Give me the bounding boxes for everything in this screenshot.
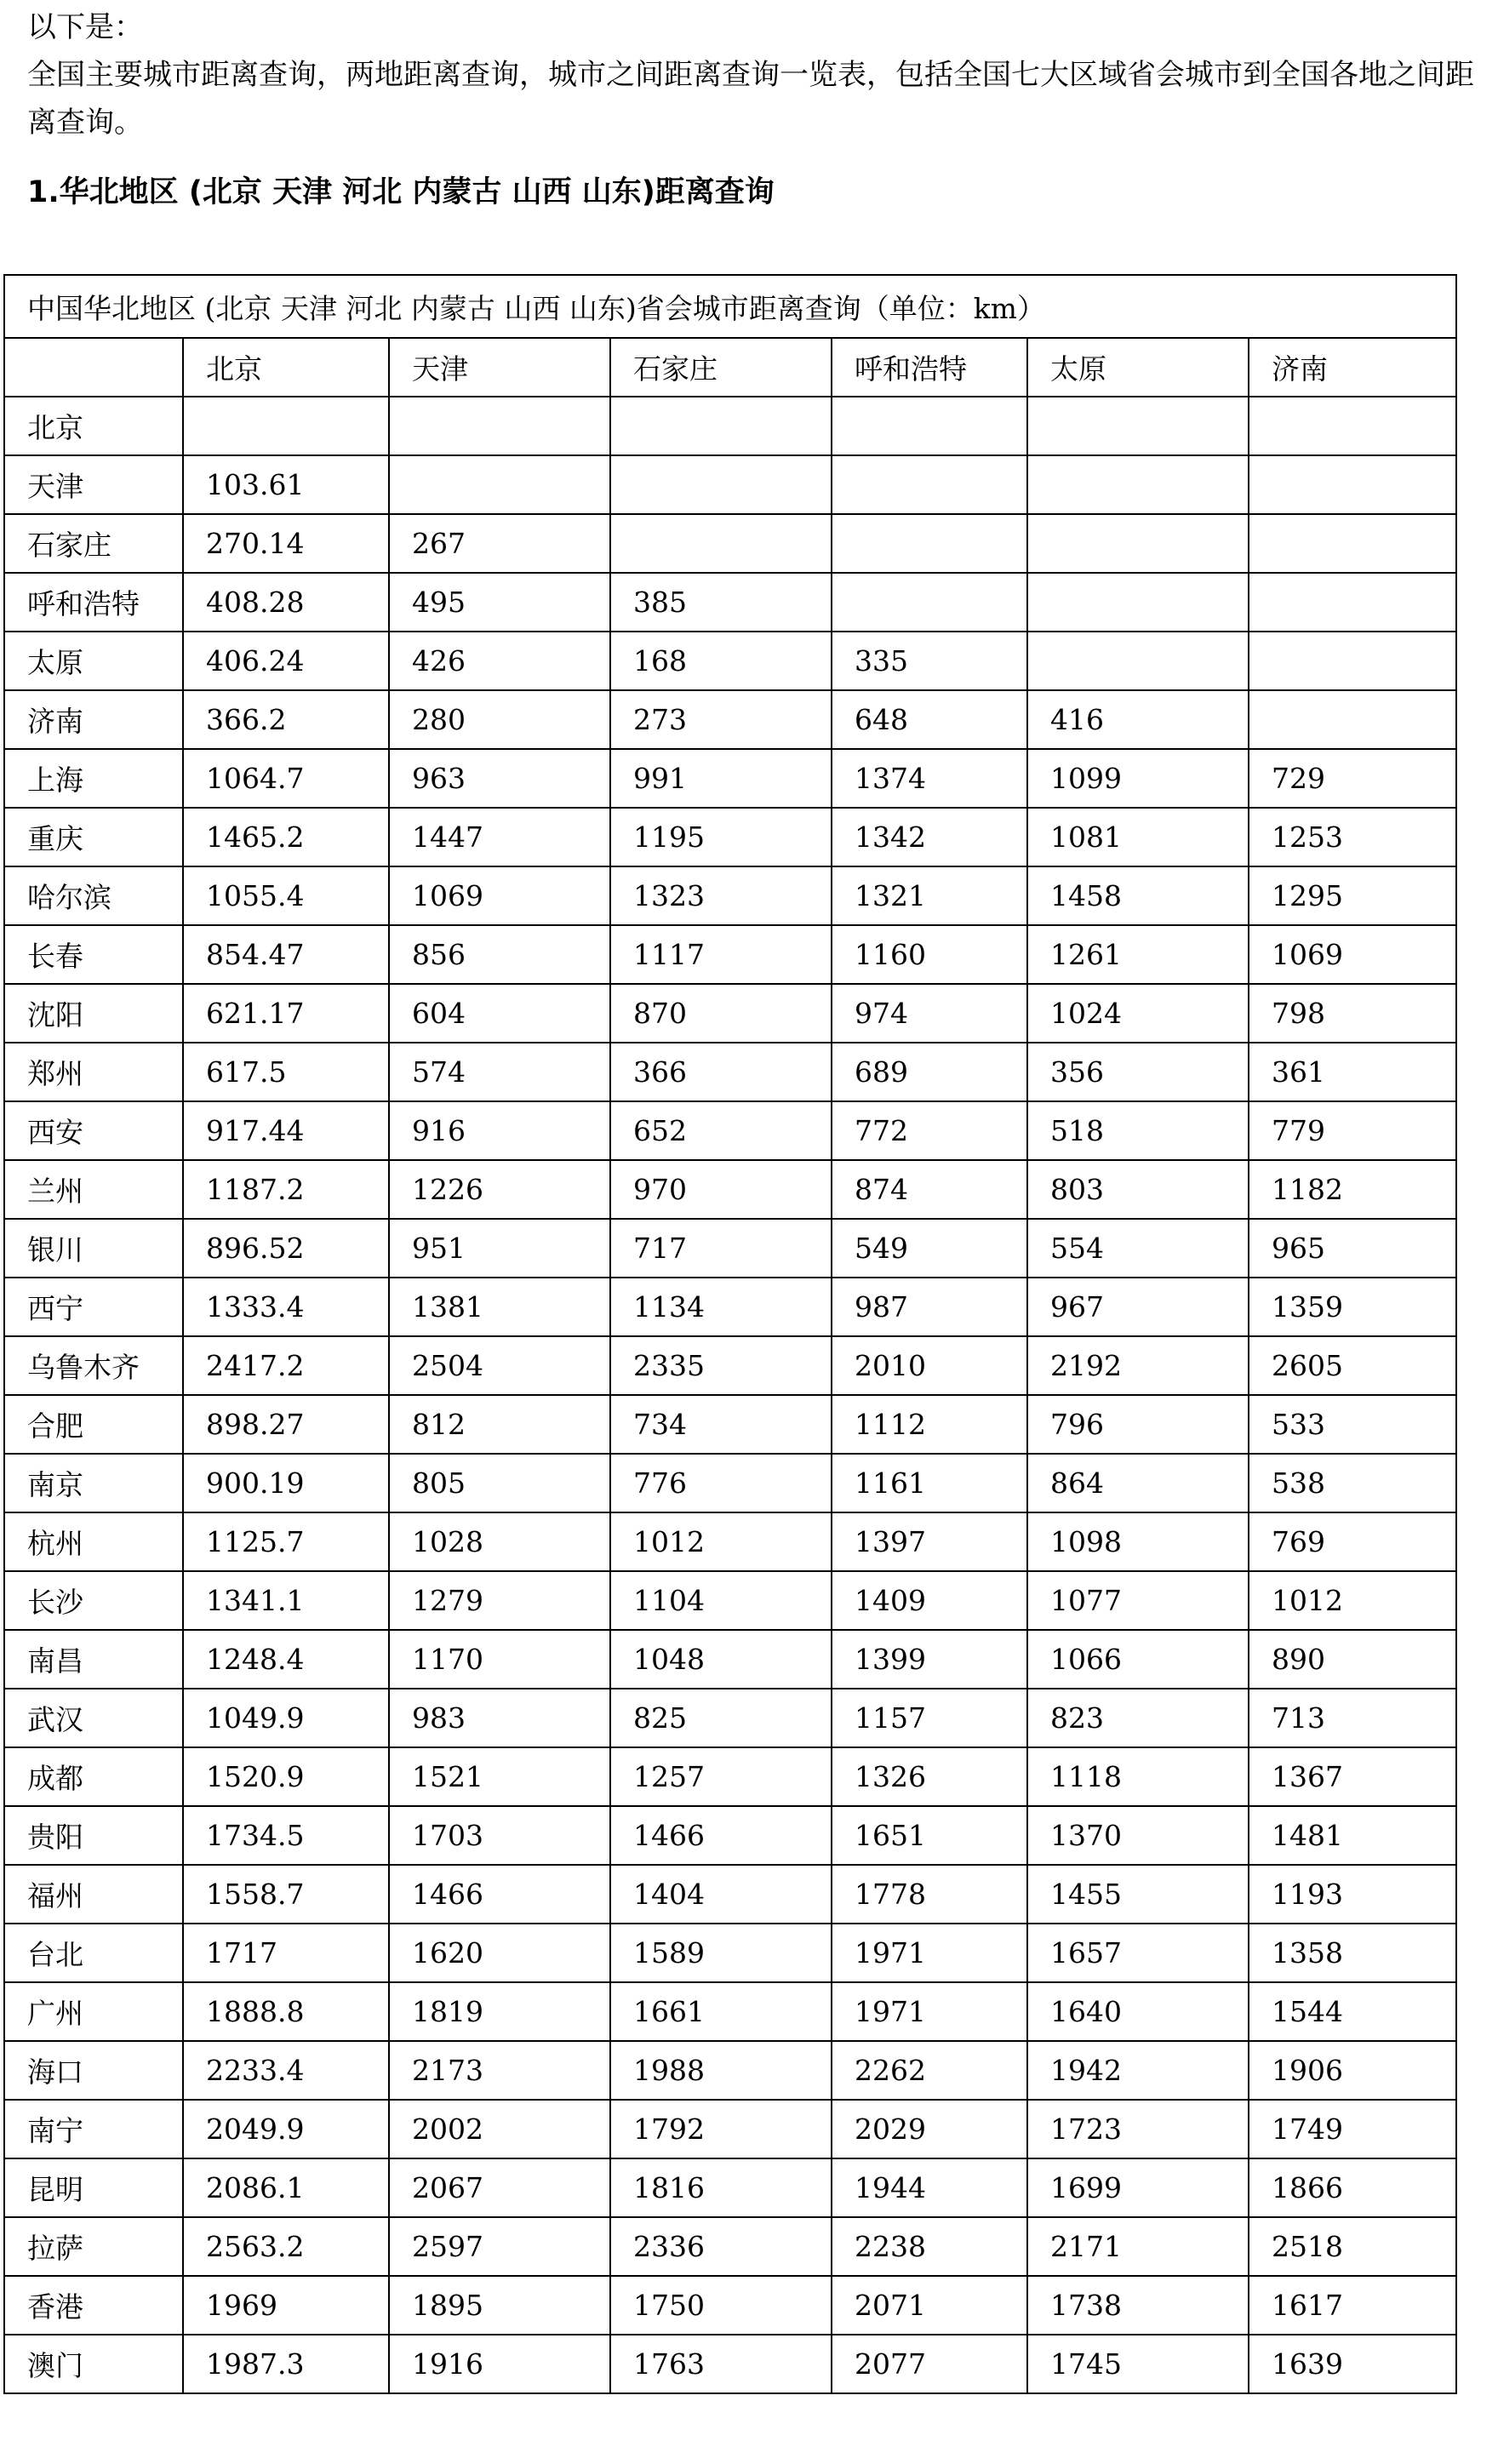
table-row [4, 2100, 1456, 2158]
distance-cell: 1048 [610, 1630, 832, 1689]
distance-cell: 280 [389, 690, 610, 749]
distance-cell [1249, 632, 1456, 690]
distance-cell: 1888.8 [183, 1982, 389, 2041]
row-header-city: 福州 [4, 1865, 183, 1924]
row-header-city: 长春 [4, 925, 183, 984]
distance-cell: 951 [389, 1219, 610, 1278]
distance-cell: 967 [1027, 1278, 1249, 1336]
distance-cell: 1024 [1027, 984, 1249, 1043]
distance-cell: 812 [389, 1395, 610, 1454]
distance-cell: 916 [389, 1101, 610, 1160]
table-row [4, 2276, 1456, 2335]
distance-cell: 689 [832, 1043, 1027, 1101]
distance-cell: 1182 [1249, 1160, 1456, 1219]
distance-cell: 1639 [1249, 2335, 1456, 2393]
distance-cell: 1969 [183, 2276, 389, 2335]
row-header-city: 海口 [4, 2041, 183, 2100]
distance-cell: 1028 [389, 1512, 610, 1571]
table-row [4, 1924, 1456, 1982]
distance-cell: 2336 [610, 2217, 832, 2276]
distance-cell: 1326 [832, 1747, 1027, 1806]
table-row [4, 573, 1456, 632]
section-heading: 1.华北地区 (北京 天津 河北 内蒙古 山西 山东)距离查询 [27, 175, 775, 209]
distance-cell: 796 [1027, 1395, 1249, 1454]
distance-cell: 991 [610, 749, 832, 808]
distance-cell: 1717 [183, 1924, 389, 1982]
table-row [4, 514, 1456, 573]
distance-cell: 604 [389, 984, 610, 1043]
distance-cell: 734 [610, 1395, 832, 1454]
distance-cell: 1055.4 [183, 866, 389, 925]
row-header-city: 上海 [4, 749, 183, 808]
distance-cell: 1942 [1027, 2041, 1249, 2100]
row-header-city: 拉萨 [4, 2217, 183, 2276]
distance-cell: 495 [389, 573, 610, 632]
table-row [4, 1806, 1456, 1865]
distance-cell: 356 [1027, 1043, 1249, 1101]
table-row [4, 1160, 1456, 1219]
distance-cell: 1359 [1249, 1278, 1456, 1336]
table-row [4, 1219, 1456, 1278]
distance-cell [1027, 573, 1249, 632]
table-row [4, 925, 1456, 984]
distance-cell: 1520.9 [183, 1747, 389, 1806]
distance-cell: 2067 [389, 2158, 610, 2217]
table-row [4, 1395, 1456, 1454]
distance-cell [1249, 514, 1456, 573]
row-header-city: 北京 [4, 397, 183, 455]
distance-cell: 533 [1249, 1395, 1456, 1454]
distance-cell: 2171 [1027, 2217, 1249, 2276]
distance-cell: 1819 [389, 1982, 610, 2041]
distance-cell: 900.19 [183, 1454, 389, 1512]
table-row [4, 1454, 1456, 1512]
distance-cell: 2002 [389, 2100, 610, 2158]
distance-cell: 1745 [1027, 2335, 1249, 2393]
distance-cell: 890 [1249, 1630, 1456, 1689]
distance-cell: 864 [1027, 1454, 1249, 1512]
distance-cell: 769 [1249, 1512, 1456, 1571]
distance-cell: 856 [389, 925, 610, 984]
table-row [4, 1512, 1456, 1571]
distance-cell: 1397 [832, 1512, 1027, 1571]
distance-cell: 2518 [1249, 2217, 1456, 2276]
row-header-city: 澳门 [4, 2335, 183, 2393]
distance-cell: 1248.4 [183, 1630, 389, 1689]
distance-cell: 1253 [1249, 808, 1456, 866]
distance-cell: 1916 [389, 2335, 610, 2393]
row-header-city: 南宁 [4, 2100, 183, 2158]
distance-cell: 1589 [610, 1924, 832, 1982]
distance-cell: 1895 [389, 2276, 610, 2335]
distance-cell [389, 455, 610, 514]
row-header-city: 南昌 [4, 1630, 183, 1689]
distance-cell: 554 [1027, 1219, 1249, 1278]
distance-cell: 898.27 [183, 1395, 389, 1454]
distance-cell: 1193 [1249, 1865, 1456, 1924]
distance-cell: 2233.4 [183, 2041, 389, 2100]
distance-cell: 896.52 [183, 1219, 389, 1278]
distance-cell: 2335 [610, 1336, 832, 1395]
distance-cell [183, 397, 389, 455]
distance-cell: 538 [1249, 1454, 1456, 1512]
distance-cell: 1279 [389, 1571, 610, 1630]
distance-cell: 1617 [1249, 2276, 1456, 2335]
distance-cell [1027, 632, 1249, 690]
distance-cell: 1620 [389, 1924, 610, 1982]
table-row [4, 2158, 1456, 2217]
distance-cell: 729 [1249, 749, 1456, 808]
distance-cell: 717 [610, 1219, 832, 1278]
table-row [4, 1630, 1456, 1689]
distance-cell: 805 [389, 1454, 610, 1512]
distance-cell: 1703 [389, 1806, 610, 1865]
distance-cell: 416 [1027, 690, 1249, 749]
row-header-city: 呼和浩特 [4, 573, 183, 632]
column-header: 天津 [389, 338, 610, 397]
distance-cell: 1112 [832, 1395, 1027, 1454]
intro-paragraph [27, 3, 1474, 146]
distance-cell: 1906 [1249, 2041, 1456, 2100]
distance-cell: 1161 [832, 1454, 1027, 1512]
distance-cell: 1012 [610, 1512, 832, 1571]
distance-cell: 2262 [832, 2041, 1027, 2100]
distance-cell: 648 [832, 690, 1027, 749]
table-row [4, 1336, 1456, 1395]
distance-cell: 168 [610, 632, 832, 690]
distance-cell: 1333.4 [183, 1278, 389, 1336]
distance-cell [832, 573, 1027, 632]
table-row [4, 1571, 1456, 1630]
intro-line-1: 以下是： [27, 10, 143, 44]
distance-cell: 1358 [1249, 1924, 1456, 1982]
row-header-city: 西安 [4, 1101, 183, 1160]
row-header-city: 贵阳 [4, 1806, 183, 1865]
table-row [4, 1982, 1456, 2041]
distance-cell: 426 [389, 632, 610, 690]
table-header-row [4, 338, 1456, 397]
distance-cell: 1099 [1027, 749, 1249, 808]
distance-cell: 1077 [1027, 1571, 1249, 1630]
distance-cell: 652 [610, 1101, 832, 1160]
distance-cell [1027, 514, 1249, 573]
row-header-city: 南京 [4, 1454, 183, 1512]
row-header-city: 武汉 [4, 1689, 183, 1747]
distance-cell: 1723 [1027, 2100, 1249, 2158]
distance-cell: 779 [1249, 1101, 1456, 1160]
table-row [4, 1043, 1456, 1101]
distance-cell: 1257 [610, 1747, 832, 1806]
distance-cell: 2238 [832, 2217, 1027, 2276]
distance-cell: 1466 [610, 1806, 832, 1865]
distance-cell: 1558.7 [183, 1865, 389, 1924]
row-header-city: 台北 [4, 1924, 183, 1982]
distance-cell: 1458 [1027, 866, 1249, 925]
distance-cell: 870 [610, 984, 832, 1043]
distance-cell: 1987.3 [183, 2335, 389, 2393]
distance-cell: 335 [832, 632, 1027, 690]
distance-cell: 1321 [832, 866, 1027, 925]
distance-cell: 1066 [1027, 1630, 1249, 1689]
column-header: 石家庄 [610, 338, 832, 397]
table-row [4, 866, 1456, 925]
column-header: 太原 [1027, 338, 1249, 397]
table-row [4, 1865, 1456, 1924]
table-row [4, 455, 1456, 514]
row-header-city: 兰州 [4, 1160, 183, 1219]
row-header-city: 济南 [4, 690, 183, 749]
distance-cell: 1187.2 [183, 1160, 389, 1219]
distance-cell: 273 [610, 690, 832, 749]
row-header-city: 香港 [4, 2276, 183, 2335]
distance-cell: 974 [832, 984, 1027, 1043]
table-row [4, 690, 1456, 749]
distance-cell [1027, 397, 1249, 455]
distance-cell: 1323 [610, 866, 832, 925]
distance-cell: 1117 [610, 925, 832, 984]
distance-cell: 1374 [832, 749, 1027, 808]
distance-cell: 1295 [1249, 866, 1456, 925]
distance-cell: 267 [389, 514, 610, 573]
distance-cell: 798 [1249, 984, 1456, 1043]
distance-cell [610, 455, 832, 514]
distance-cell: 1792 [610, 2100, 832, 2158]
table-row [4, 1101, 1456, 1160]
distance-cell: 1118 [1027, 1747, 1249, 1806]
distance-cell: 1466 [389, 1865, 610, 1924]
distance-cell: 2504 [389, 1336, 610, 1395]
distance-table [3, 274, 1457, 2394]
distance-cell: 2192 [1027, 1336, 1249, 1395]
distance-cell: 1944 [832, 2158, 1027, 2217]
distance-cell: 772 [832, 1101, 1027, 1160]
distance-cell: 1661 [610, 1982, 832, 2041]
distance-cell: 854.47 [183, 925, 389, 984]
distance-cell: 1816 [610, 2158, 832, 2217]
table-caption: 中国华北地区 (北京 天津 河北 内蒙古 山西 山东)省会城市距离查询（单位：km） [4, 275, 1456, 338]
distance-cell: 970 [610, 1160, 832, 1219]
table-caption-row [4, 275, 1456, 338]
distance-cell: 617.5 [183, 1043, 389, 1101]
distance-cell: 518 [1027, 1101, 1249, 1160]
distance-cell: 1750 [610, 2276, 832, 2335]
distance-cell [832, 455, 1027, 514]
distance-cell: 2173 [389, 2041, 610, 2100]
row-header-city: 杭州 [4, 1512, 183, 1571]
distance-cell: 823 [1027, 1689, 1249, 1747]
distance-cell: 1738 [1027, 2276, 1249, 2335]
row-header-city: 西宁 [4, 1278, 183, 1336]
row-header-city: 哈尔滨 [4, 866, 183, 925]
distance-cell: 1341.1 [183, 1571, 389, 1630]
distance-cell: 406.24 [183, 632, 389, 690]
distance-cell: 776 [610, 1454, 832, 1512]
row-header-city: 合肥 [4, 1395, 183, 1454]
table-row [4, 2041, 1456, 2100]
distance-cell: 2563.2 [183, 2217, 389, 2276]
distance-cell: 1971 [832, 1924, 1027, 1982]
distance-cell: 2605 [1249, 1336, 1456, 1395]
distance-cell: 1749 [1249, 2100, 1456, 2158]
distance-cell: 1342 [832, 808, 1027, 866]
distance-cell: 2597 [389, 2217, 610, 2276]
distance-cell: 2049.9 [183, 2100, 389, 2158]
distance-cell: 917.44 [183, 1101, 389, 1160]
distance-cell: 366.2 [183, 690, 389, 749]
distance-cell: 1134 [610, 1278, 832, 1336]
distance-cell: 361 [1249, 1043, 1456, 1101]
distance-cell: 1651 [832, 1806, 1027, 1865]
header-corner-cell [4, 338, 183, 397]
distance-cell [1249, 455, 1456, 514]
row-header-city: 广州 [4, 1982, 183, 2041]
distance-cell: 1699 [1027, 2158, 1249, 2217]
distance-cell: 1170 [389, 1630, 610, 1689]
distance-cell: 1381 [389, 1278, 610, 1336]
distance-cell: 713 [1249, 1689, 1456, 1747]
table-row [4, 397, 1456, 455]
distance-cell: 574 [389, 1043, 610, 1101]
distance-cell: 1069 [389, 866, 610, 925]
distance-cell [1249, 690, 1456, 749]
distance-cell: 549 [832, 1219, 1027, 1278]
distance-cell [1249, 397, 1456, 455]
column-header: 北京 [183, 338, 389, 397]
row-header-city: 石家庄 [4, 514, 183, 573]
distance-cell [610, 514, 832, 573]
table-row [4, 984, 1456, 1043]
table-row [4, 749, 1456, 808]
distance-cell: 1447 [389, 808, 610, 866]
table-row [4, 1689, 1456, 1747]
distance-cell [389, 397, 610, 455]
distance-cell: 1226 [389, 1160, 610, 1219]
distance-cell: 1370 [1027, 1806, 1249, 1865]
row-header-city: 重庆 [4, 808, 183, 866]
distance-cell: 874 [832, 1160, 1027, 1219]
distance-cell: 965 [1249, 1219, 1456, 1278]
row-header-city: 沈阳 [4, 984, 183, 1043]
distance-cell: 1544 [1249, 1982, 1456, 2041]
distance-cell: 1988 [610, 2041, 832, 2100]
table-row [4, 632, 1456, 690]
distance-cell: 1763 [610, 2335, 832, 2393]
distance-cell: 1404 [610, 1865, 832, 1924]
distance-cell [610, 397, 832, 455]
distance-cell: 825 [610, 1689, 832, 1747]
table-row [4, 2217, 1456, 2276]
distance-cell: 2077 [832, 2335, 1027, 2393]
distance-cell: 1157 [832, 1689, 1027, 1747]
distance-cell: 1012 [1249, 1571, 1456, 1630]
distance-cell: 621.17 [183, 984, 389, 1043]
distance-cell: 987 [832, 1278, 1027, 1336]
distance-cell: 1640 [1027, 1982, 1249, 2041]
row-header-city: 成都 [4, 1747, 183, 1806]
distance-cell: 1069 [1249, 925, 1456, 984]
distance-cell: 1098 [1027, 1512, 1249, 1571]
column-header: 呼和浩特 [832, 338, 1027, 397]
row-header-city: 乌鲁木齐 [4, 1336, 183, 1395]
distance-cell: 1657 [1027, 1924, 1249, 1982]
distance-cell: 270.14 [183, 514, 389, 573]
distance-cell: 1455 [1027, 1865, 1249, 1924]
distance-cell: 2029 [832, 2100, 1027, 2158]
distance-cell: 1160 [832, 925, 1027, 984]
distance-cell: 1409 [832, 1571, 1027, 1630]
distance-cell: 1049.9 [183, 1689, 389, 1747]
distance-cell: 1481 [1249, 1806, 1456, 1865]
distance-cell: 366 [610, 1043, 832, 1101]
distance-cell: 2086.1 [183, 2158, 389, 2217]
distance-cell: 1367 [1249, 1747, 1456, 1806]
row-header-city: 天津 [4, 455, 183, 514]
row-header-city: 昆明 [4, 2158, 183, 2217]
distance-cell: 2071 [832, 2276, 1027, 2335]
distance-cell: 1081 [1027, 808, 1249, 866]
column-header: 济南 [1249, 338, 1456, 397]
distance-cell: 1778 [832, 1865, 1027, 1924]
row-header-city: 郑州 [4, 1043, 183, 1101]
distance-cell: 385 [610, 573, 832, 632]
table-row [4, 1278, 1456, 1336]
table-row [4, 2335, 1456, 2393]
distance-cell: 1971 [832, 1982, 1027, 2041]
distance-cell: 1521 [389, 1747, 610, 1806]
row-header-city: 长沙 [4, 1571, 183, 1630]
row-header-city: 银川 [4, 1219, 183, 1278]
table-row [4, 808, 1456, 866]
intro-line-2: 全国主要城市距离查询，两地距离查询，城市之间距离查询一览表，包括全国七大区域省会城市到全国各地之间距离查询。 [27, 58, 1474, 140]
distance-cell: 803 [1027, 1160, 1249, 1219]
distance-cell: 408.28 [183, 573, 389, 632]
distance-cell [1027, 455, 1249, 514]
distance-cell: 1104 [610, 1571, 832, 1630]
distance-cell: 1064.7 [183, 749, 389, 808]
distance-cell: 103.61 [183, 455, 389, 514]
distance-cell [832, 514, 1027, 573]
distance-cell: 1125.7 [183, 1512, 389, 1571]
distance-cell: 1261 [1027, 925, 1249, 984]
distance-cell: 1734.5 [183, 1806, 389, 1865]
distance-cell: 2010 [832, 1336, 1027, 1395]
distance-cell: 1866 [1249, 2158, 1456, 2217]
distance-cell: 1195 [610, 808, 832, 866]
table-row [4, 1747, 1456, 1806]
distance-cell [1249, 573, 1456, 632]
distance-cell: 1465.2 [183, 808, 389, 866]
row-header-city: 太原 [4, 632, 183, 690]
distance-cell [832, 397, 1027, 455]
distance-cell: 963 [389, 749, 610, 808]
distance-cell: 2417.2 [183, 1336, 389, 1395]
distance-cell: 1399 [832, 1630, 1027, 1689]
distance-cell: 983 [389, 1689, 610, 1747]
